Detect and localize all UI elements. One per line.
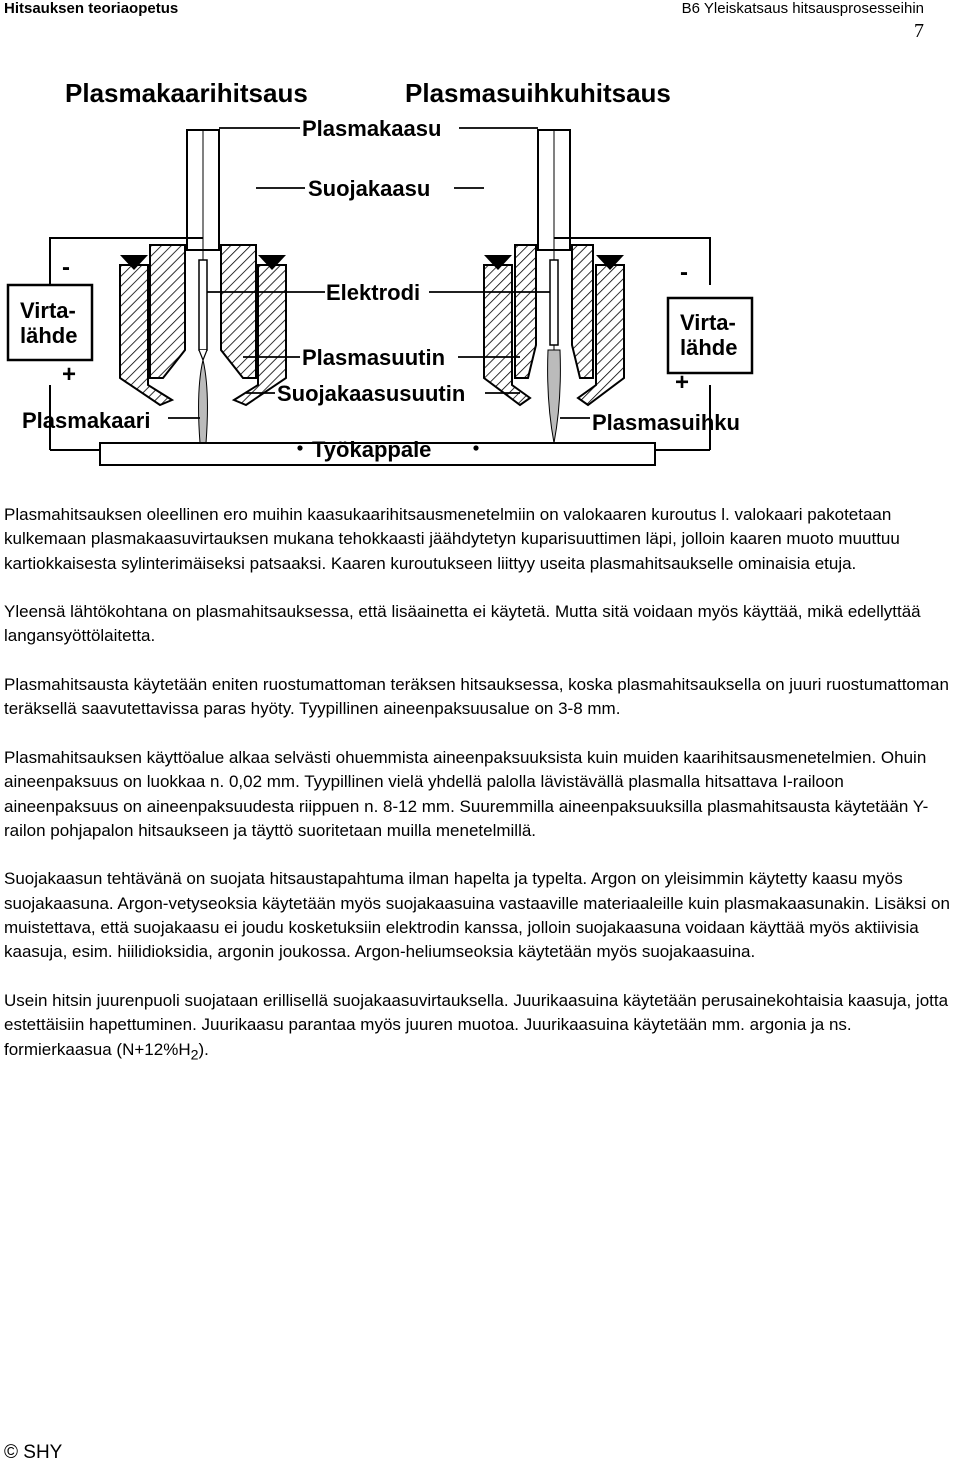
paragraph: Plasmahitsausta käytetään eniten ruostumattoman teräksen hitsauksessa, koska plasmahitsauksella on juuri ruostumattoman teräksellä saavutettavissa paras hyöty. Tyypillinen aineenpaksuusalue on 3-8 mm. — [4, 675, 949, 719]
header-title: Hitsauksen teoriaopetus — [4, 0, 179, 17]
left-minus: - — [62, 254, 70, 281]
paragraph: Plasmahitsauksen käyttöalue alkaa selvästi ohuemmista aineenpaksuuksista kuin muiden kaarihitsausmenetelmien. Ohuin aineenpaksuus on luokkaa n. 0,02 mm. Tyypillinen vielä yhdellä palolla lävistävällä plasmalla hitsattava I-railoon aineenpaksuus on aineenpaksuudesta riippuen n. 8-12 mm. Suuremmilla aineenpaksuuksilla plasmahitsausta käytetään Y-railon pohjapalon hitsaukseen ja täyttö suoritetaan muilla menetelmillä. — [4, 747, 929, 840]
title-plasma-arc: Plasmakaarihitsaus — [65, 78, 308, 108]
paragraph-last-text: Usein hitsin juurenpuoli suojataan erillisellä suojakaasuvirtauksella. Juurikaasuina käytetään perusainekohtaisia kaasuja, jotta estettäisiin hapettuminen. Juurikaasu parantaa myös juuren muotoa. Juurikaasuina käytetään mm. argonia ja ns. formierkaasua (N+12%H — [4, 990, 949, 1059]
page-number: 7 — [914, 20, 924, 42]
right-minus: - — [680, 259, 688, 286]
paragraph-last — [4, 989, 954, 1067]
label-plasmasuutin: Plasmasuutin — [302, 345, 446, 370]
left-source-line2: lähde — [20, 323, 78, 348]
plasma-welding-diagram — [0, 60, 780, 480]
header-section: B6 Yleiskatsaus hitsausprosesseihin — [681, 0, 924, 17]
label-plasmasuihku: Plasmasuihku — [592, 410, 740, 435]
left-plus: + — [62, 361, 77, 388]
left-torch — [120, 130, 286, 443]
right-plus: + — [675, 369, 690, 396]
label-suojakaasusuutin: Suojakaasusuutin — [277, 381, 466, 406]
body-text — [4, 503, 954, 1092]
left-source-line1: Virta- — [20, 298, 76, 323]
paragraph: Plasmahitsauksen oleellinen ero muihin kaasukaarihitsausmenetelmiin on valokaaren kuroutus l. valokaari pakotetaan kulkemaan plasmakaasuvirtauksen mukana tehokkaasti jäähdytetyn kuparisuuttimen läpi, jolloin kaaren muoto muuttuu kartiokkaisesta sylinterimäiseksi patsaaksi. Kaaren kuroutukseen liittyy useita plasmahitsaukselle ominaisia etuja. — [4, 505, 900, 573]
label-plasmakaasu: Plasmakaasu — [302, 116, 442, 141]
label-elektrodi: Elektrodi — [326, 280, 421, 305]
right-torch — [484, 130, 624, 443]
subscript-2: 2 — [190, 1046, 199, 1063]
title-plasma-jet: Plasmasuihkuhitsaus — [405, 78, 671, 108]
label-plasmakaari: Plasmakaari — [22, 408, 151, 433]
label-suojakaasu: Suojakaasu — [308, 176, 431, 201]
paragraph: Yleensä lähtökohtana on plasmahitsauksessa, että lisäainetta ei käytetä. Mutta sitä voidaan myös käyttää, mikä edellyttää langansyöttölaitetta. — [4, 602, 921, 646]
right-source-line2: lähde — [680, 335, 738, 360]
paragraph-last-tail: ). — [198, 1039, 209, 1059]
right-source-line1: Virta- — [680, 310, 736, 335]
footer-copyright: © SHY — [4, 1442, 63, 1463]
label-tyokappale: Työkappale — [312, 437, 432, 462]
paragraph: Suojakaasun tehtävänä on suojata hitsaustapahtuma ilman hapelta ja typelta. Argon on yleisimmin käytetty kaasu myös suojakaasuna. Argon-vetyseoksia käytetään myös suojakaasuina vastaaville materiaaleille kuin plasmakaasunakin. Lisäksi on muistettava, että suojakaasu ei joudu kosketuksiin elektrodin kanssa, jolloin suojakaasuna voidaan käyttää myös aktiivisia kaasuja, esim. hiilidioksidia, argonin joukossa. Argon-heliumseoksia käytetään myös suojakaasuina. — [4, 869, 950, 962]
